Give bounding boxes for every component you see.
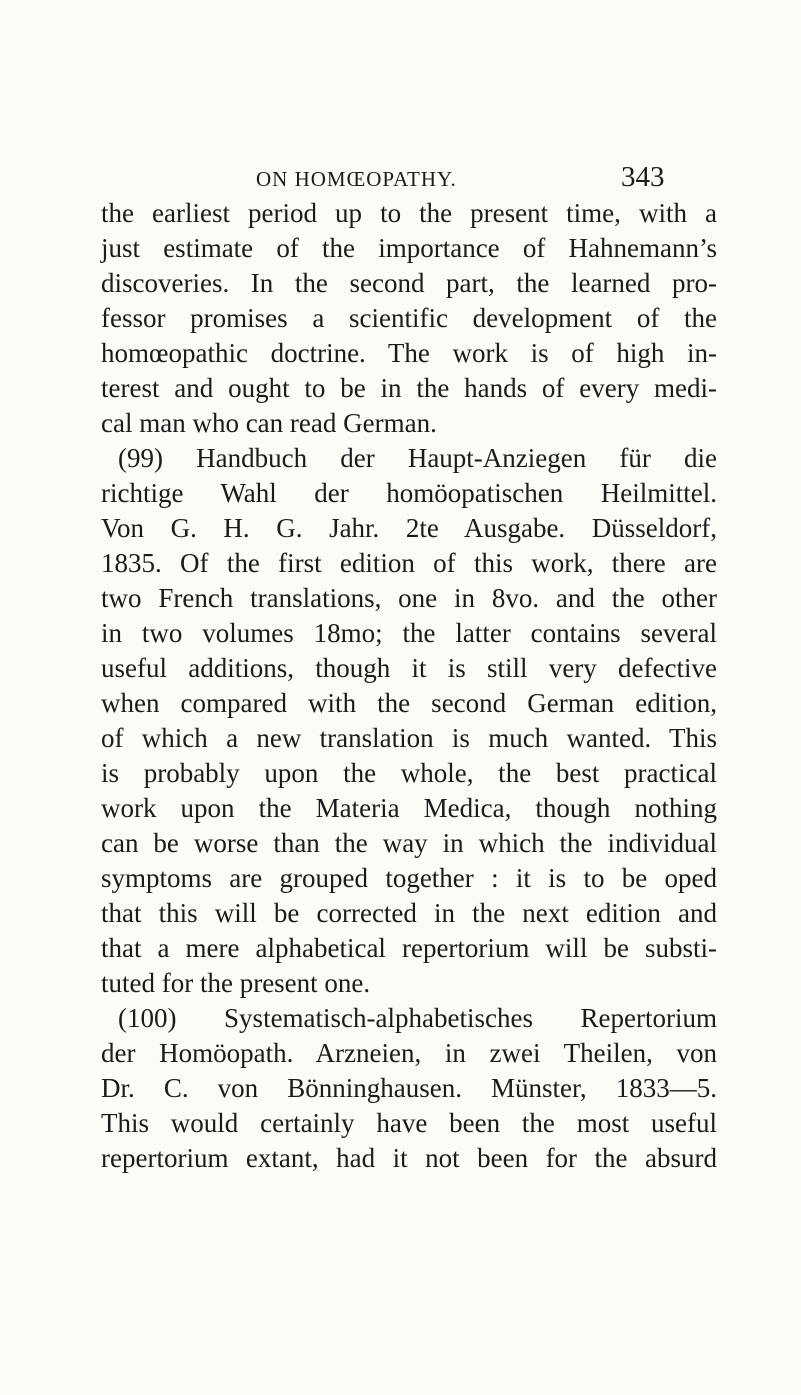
text-line: cal man who can read German.	[101, 408, 437, 438]
text-line: Von G. H. G. Jahr. 2te Ausgabe. Düsseldorf,	[101, 513, 717, 543]
text-line: useful additions, though it is still very defective	[101, 653, 717, 683]
text-line: in two volumes 18mo; the latter contains several	[101, 618, 717, 648]
text-line: tuted for the present one.	[101, 968, 371, 998]
text-line: terest and ought to be in the hands of every medi-	[101, 373, 717, 403]
text-line: that this will be corrected in the next edition and	[101, 898, 717, 928]
text-line: the earliest period up to the present time, with a	[101, 198, 717, 228]
text-line: This would certainly have been the most useful	[101, 1108, 717, 1138]
text-line: richtige Wahl der homöopatischen Heilmittel.	[101, 478, 717, 508]
text-line: Dr. C. von Bönninghausen. Münster, 1833—5.	[101, 1073, 717, 1103]
text-line: discoveries. In the second part, the learned pro-	[101, 268, 717, 298]
text-line: just estimate of the importance of Hahnemann’s	[101, 233, 717, 263]
text-line: can be worse than the way in which the individual	[101, 828, 717, 858]
text-line: 1835. Of the first edition of this work, there are	[101, 548, 717, 578]
page-number: 343	[621, 161, 665, 193]
text-line: when compared with the second German edition,	[101, 688, 717, 718]
text-line: that a mere alphabetical repertorium will be substi-	[101, 933, 717, 963]
text-line: fessor promises a scientific development of the	[101, 303, 717, 333]
text-line: repertorium extant, had it not been for the absurd	[101, 1143, 717, 1173]
running-title: ON HOMŒOPATHY.	[256, 167, 457, 191]
running-head	[0, 161, 801, 194]
text-line: der Homöopath. Arzneien, in zwei Theilen, von	[101, 1038, 717, 1068]
text-line: of which a new translation is much wanted. This	[101, 723, 717, 753]
text-line: is probably upon the whole, the best practical	[101, 758, 717, 788]
text-line: two French translations, one in 8vo. and the other	[101, 583, 717, 613]
text-line: (99) Handbuch der Haupt-Anziegen für die	[118, 443, 717, 473]
text-line: symptoms are grouped together : it is to be oped	[101, 863, 717, 893]
text-line: homœopathic doctrine. The work is of high in-	[101, 338, 717, 368]
text-line: (100) Systematisch-alphabetisches Repertorium	[118, 1003, 717, 1033]
text-line: work upon the Materia Medica, though nothing	[101, 793, 717, 823]
